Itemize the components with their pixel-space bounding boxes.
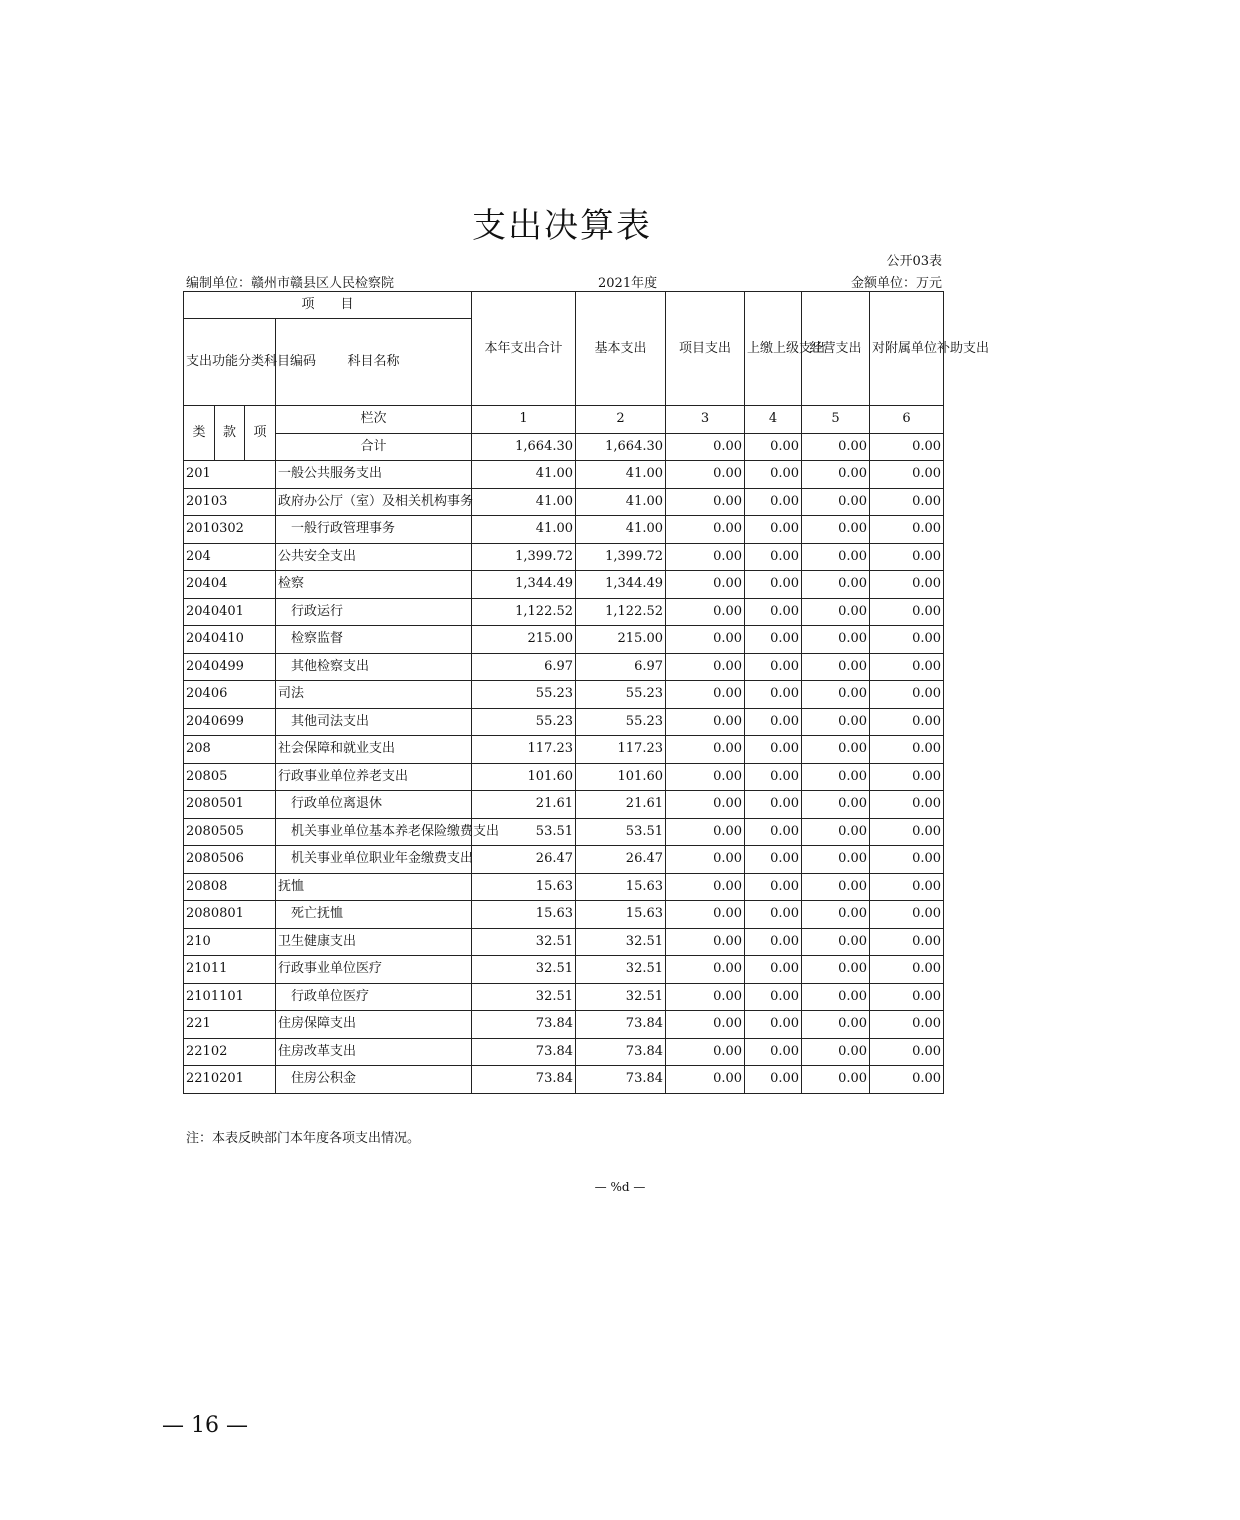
row-value: 215.00	[576, 626, 666, 654]
table-row	[184, 598, 944, 626]
table-row	[184, 708, 944, 736]
page-number: — 16 —	[162, 1413, 248, 1438]
row-subject-name: 政府办公厅（室）及相关机构事务	[276, 488, 472, 516]
row-value: 41.00	[472, 488, 576, 516]
row-value: 0.00	[666, 846, 745, 874]
row-value: 117.23	[472, 736, 576, 764]
total-cell: 0.00	[870, 433, 944, 461]
row-value: 53.51	[576, 818, 666, 846]
row-value: 0.00	[666, 873, 745, 901]
row-value: 0.00	[666, 626, 745, 654]
row-value: 0.00	[802, 956, 870, 984]
row-value: 0.00	[802, 708, 870, 736]
row-value: 0.00	[870, 928, 944, 956]
row-value: 1,122.52	[576, 598, 666, 626]
row-value: 0.00	[745, 543, 802, 571]
table-row	[184, 488, 944, 516]
row-code: 201	[184, 461, 276, 489]
row-value: 0.00	[666, 1011, 745, 1039]
column-index-2: 2	[576, 406, 666, 434]
row-value: 0.00	[666, 763, 745, 791]
row-subject-name: 其他司法支出	[276, 708, 472, 736]
row-value: 0.00	[745, 571, 802, 599]
row-value: 0.00	[870, 461, 944, 489]
table-row	[184, 736, 944, 764]
row-value: 0.00	[745, 791, 802, 819]
row-subject-name: 住房保障支出	[276, 1011, 472, 1039]
table-row	[184, 901, 944, 929]
row-value: 0.00	[666, 461, 745, 489]
row-value: 41.00	[576, 488, 666, 516]
row-subject-name: 机关事业单位基本养老保险缴费支出	[276, 818, 472, 846]
row-value: 55.23	[472, 708, 576, 736]
row-value: 32.51	[576, 983, 666, 1011]
table-row	[184, 1038, 944, 1066]
row-value: 0.00	[870, 873, 944, 901]
header-column-index-label: 栏次	[276, 406, 472, 434]
row-value: 55.23	[472, 681, 576, 709]
row-value: 0.00	[870, 956, 944, 984]
table-row	[184, 1011, 944, 1039]
row-code: 2040410	[184, 626, 276, 654]
row-subject-name: 检察	[276, 571, 472, 599]
row-code: 20406	[184, 681, 276, 709]
column-index-4: 4	[745, 406, 802, 434]
row-value: 15.63	[576, 901, 666, 929]
total-label: 合计	[276, 433, 472, 461]
row-value: 0.00	[666, 516, 745, 544]
row-value: 0.00	[745, 928, 802, 956]
row-value: 0.00	[666, 818, 745, 846]
row-value: 0.00	[802, 598, 870, 626]
table-row	[184, 461, 944, 489]
row-value: 0.00	[870, 818, 944, 846]
table-note: 注：本表反映部门本年度各项支出情况。	[186, 1131, 421, 1146]
row-value: 0.00	[666, 681, 745, 709]
page-title: 支出决算表	[472, 206, 652, 246]
row-code: 2080501	[184, 791, 276, 819]
table-row	[184, 763, 944, 791]
row-value: 73.84	[576, 1066, 666, 1094]
row-value: 0.00	[802, 818, 870, 846]
row-value: 0.00	[666, 543, 745, 571]
row-value: 0.00	[666, 956, 745, 984]
row-value: 0.00	[666, 791, 745, 819]
row-value: 0.00	[745, 846, 802, 874]
row-code: 2040499	[184, 653, 276, 681]
row-value: 117.23	[576, 736, 666, 764]
table-row	[184, 543, 944, 571]
row-value: 0.00	[802, 1066, 870, 1094]
row-value: 0.00	[802, 488, 870, 516]
table-row	[184, 846, 944, 874]
row-value: 0.00	[666, 708, 745, 736]
row-value: 41.00	[472, 516, 576, 544]
row-value: 53.51	[472, 818, 576, 846]
row-value: 0.00	[666, 736, 745, 764]
row-value: 0.00	[666, 598, 745, 626]
row-value: 0.00	[870, 598, 944, 626]
row-value: 0.00	[870, 1038, 944, 1066]
column-index-1: 1	[472, 406, 576, 434]
row-value: 73.84	[472, 1011, 576, 1039]
row-code: 2101101	[184, 983, 276, 1011]
row-value: 0.00	[802, 928, 870, 956]
row-value: 32.51	[576, 956, 666, 984]
row-value: 0.00	[745, 983, 802, 1011]
row-value: 1,344.49	[472, 571, 576, 599]
header-subsidy-affiliates: 对附属单位补助支出	[870, 292, 944, 406]
row-value: 15.63	[472, 873, 576, 901]
column-index-3: 3	[666, 406, 745, 434]
row-subject-name: 一般行政管理事务	[276, 516, 472, 544]
header-function-code: 支出功能分类科目编码	[184, 319, 276, 406]
row-value: 0.00	[745, 1038, 802, 1066]
table-row	[184, 818, 944, 846]
row-value: 0.00	[870, 791, 944, 819]
table-row	[184, 516, 944, 544]
table-row	[184, 928, 944, 956]
row-value: 0.00	[870, 653, 944, 681]
row-value: 32.51	[472, 956, 576, 984]
row-value: 0.00	[802, 791, 870, 819]
row-value: 0.00	[745, 901, 802, 929]
row-value: 0.00	[870, 543, 944, 571]
row-value: 0.00	[745, 626, 802, 654]
row-value: 0.00	[666, 653, 745, 681]
row-value: 0.00	[802, 626, 870, 654]
row-value: 0.00	[802, 543, 870, 571]
total-cell: 1,664.30	[576, 433, 666, 461]
row-value: 55.23	[576, 708, 666, 736]
row-value: 0.00	[802, 653, 870, 681]
row-code: 21011	[184, 956, 276, 984]
row-value: 0.00	[745, 873, 802, 901]
row-value: 0.00	[870, 708, 944, 736]
table-row	[184, 571, 944, 599]
row-value: 0.00	[870, 1011, 944, 1039]
row-code: 20404	[184, 571, 276, 599]
row-value: 0.00	[666, 1038, 745, 1066]
row-value: 0.00	[802, 901, 870, 929]
row-value: 1,344.49	[576, 571, 666, 599]
row-subject-name: 司法	[276, 681, 472, 709]
header-lei: 类	[184, 406, 215, 461]
row-value: 55.23	[576, 681, 666, 709]
row-subject-name: 卫生健康支出	[276, 928, 472, 956]
row-value: 73.84	[576, 1038, 666, 1066]
header-subject-name: 科目名称	[276, 319, 472, 406]
row-value: 41.00	[576, 516, 666, 544]
row-value: 32.51	[472, 928, 576, 956]
row-value: 32.51	[472, 983, 576, 1011]
row-value: 0.00	[666, 928, 745, 956]
row-subject-name: 行政事业单位养老支出	[276, 763, 472, 791]
row-value: 0.00	[802, 873, 870, 901]
table-row	[184, 653, 944, 681]
row-code: 221	[184, 1011, 276, 1039]
row-code: 20805	[184, 763, 276, 791]
row-subject-name: 检察监督	[276, 626, 472, 654]
row-value: 26.47	[576, 846, 666, 874]
table-row	[184, 873, 944, 901]
row-subject-name: 其他检察支出	[276, 653, 472, 681]
row-subject-name: 行政单位离退休	[276, 791, 472, 819]
row-code: 20103	[184, 488, 276, 516]
row-value: 41.00	[472, 461, 576, 489]
row-value: 0.00	[745, 516, 802, 544]
header-kuan: 款	[215, 406, 245, 461]
row-value: 1,399.72	[576, 543, 666, 571]
row-subject-name: 行政运行	[276, 598, 472, 626]
form-number: 公开03表	[886, 254, 942, 269]
row-value: 0.00	[870, 626, 944, 654]
row-value: 0.00	[745, 708, 802, 736]
row-value: 0.00	[745, 681, 802, 709]
row-value: 0.00	[666, 901, 745, 929]
row-value: 0.00	[745, 653, 802, 681]
table-row	[184, 956, 944, 984]
row-value: 0.00	[745, 1011, 802, 1039]
row-value: 15.63	[472, 901, 576, 929]
row-value: 32.51	[576, 928, 666, 956]
total-cell: 0.00	[802, 433, 870, 461]
row-value: 0.00	[802, 461, 870, 489]
row-code: 2080801	[184, 901, 276, 929]
column-index-6: 6	[870, 406, 944, 434]
row-value: 0.00	[802, 571, 870, 599]
row-value: 0.00	[870, 901, 944, 929]
total-cell: 0.00	[745, 433, 802, 461]
row-value: 0.00	[745, 736, 802, 764]
row-value: 0.00	[745, 956, 802, 984]
header-total-expenditure: 本年支出合计	[472, 292, 576, 406]
header-operating-expenditure: 经营支出	[802, 292, 870, 406]
row-value: 0.00	[745, 818, 802, 846]
row-value: 0.00	[802, 983, 870, 1011]
row-code: 2080505	[184, 818, 276, 846]
row-subject-name: 公共安全支出	[276, 543, 472, 571]
row-subject-name: 行政单位医疗	[276, 983, 472, 1011]
row-subject-name: 住房改革支出	[276, 1038, 472, 1066]
row-value: 0.00	[745, 763, 802, 791]
row-value: 0.00	[870, 571, 944, 599]
row-value: 73.84	[472, 1066, 576, 1094]
row-value: 0.00	[666, 488, 745, 516]
row-value: 6.97	[472, 653, 576, 681]
row-value: 0.00	[745, 461, 802, 489]
header-item: 项 目	[184, 292, 472, 319]
header-basic-expenditure: 基本支出	[576, 292, 666, 406]
row-value: 73.84	[576, 1011, 666, 1039]
fiscal-year: 2021年度	[598, 276, 658, 291]
row-value: 0.00	[802, 1011, 870, 1039]
row-value: 6.97	[576, 653, 666, 681]
amount-unit: 金额单位：万元	[850, 276, 942, 291]
row-value: 0.00	[802, 1038, 870, 1066]
row-subject-name: 住房公积金	[276, 1066, 472, 1094]
row-code: 2040699	[184, 708, 276, 736]
row-value: 101.60	[576, 763, 666, 791]
total-row	[184, 433, 944, 461]
table-row	[184, 1066, 944, 1094]
row-value: 73.84	[472, 1038, 576, 1066]
row-value: 1,399.72	[472, 543, 576, 571]
row-value: 15.63	[576, 873, 666, 901]
header-remit-superior: 上缴上级支出	[745, 292, 802, 406]
row-value: 21.61	[472, 791, 576, 819]
row-value: 0.00	[870, 846, 944, 874]
compiling-unit: 编制单位：赣州市赣县区人民检察院	[186, 276, 395, 291]
total-cell: 1,664.30	[472, 433, 576, 461]
row-value: 0.00	[870, 983, 944, 1011]
row-value: 0.00	[870, 681, 944, 709]
row-value: 21.61	[576, 791, 666, 819]
row-value: 0.00	[802, 846, 870, 874]
row-value: 0.00	[870, 488, 944, 516]
row-subject-name: 社会保障和就业支出	[276, 736, 472, 764]
table-row	[184, 791, 944, 819]
total-cell: 0.00	[666, 433, 745, 461]
row-value: 0.00	[745, 598, 802, 626]
row-value: 215.00	[472, 626, 576, 654]
row-value: 0.00	[745, 1066, 802, 1094]
row-value: 41.00	[576, 461, 666, 489]
row-value: 0.00	[870, 516, 944, 544]
row-subject-name: 行政事业单位医疗	[276, 956, 472, 984]
row-value: 101.60	[472, 763, 576, 791]
row-value: 0.00	[745, 488, 802, 516]
row-code: 2010302	[184, 516, 276, 544]
table-row	[184, 681, 944, 709]
row-value: 0.00	[802, 736, 870, 764]
table-row	[184, 626, 944, 654]
row-value: 0.00	[870, 1066, 944, 1094]
row-code: 210	[184, 928, 276, 956]
page-placeholder: — %d —	[594, 1180, 646, 1194]
row-code: 204	[184, 543, 276, 571]
header-project-expenditure: 项目支出	[666, 292, 745, 406]
row-value: 0.00	[666, 983, 745, 1011]
row-code: 2210201	[184, 1066, 276, 1094]
table-row	[184, 983, 944, 1011]
row-code: 2040401	[184, 598, 276, 626]
row-value: 0.00	[870, 763, 944, 791]
row-value: 0.00	[666, 571, 745, 599]
header-xiang: 项	[245, 406, 276, 461]
row-code: 20808	[184, 873, 276, 901]
row-subject-name: 抚恤	[276, 873, 472, 901]
row-code: 22102	[184, 1038, 276, 1066]
table-meta	[186, 272, 942, 290]
row-code: 2080506	[184, 846, 276, 874]
row-subject-name: 机关事业单位职业年金缴费支出	[276, 846, 472, 874]
row-value: 26.47	[472, 846, 576, 874]
row-code: 208	[184, 736, 276, 764]
row-value: 0.00	[802, 516, 870, 544]
row-value: 0.00	[666, 1066, 745, 1094]
row-value: 0.00	[802, 763, 870, 791]
row-subject-name: 死亡抚恤	[276, 901, 472, 929]
row-value: 0.00	[870, 736, 944, 764]
expenditure-table	[183, 291, 990, 1094]
row-subject-name: 一般公共服务支出	[276, 461, 472, 489]
row-value: 1,122.52	[472, 598, 576, 626]
row-value: 0.00	[802, 681, 870, 709]
column-index-5: 5	[802, 406, 870, 434]
